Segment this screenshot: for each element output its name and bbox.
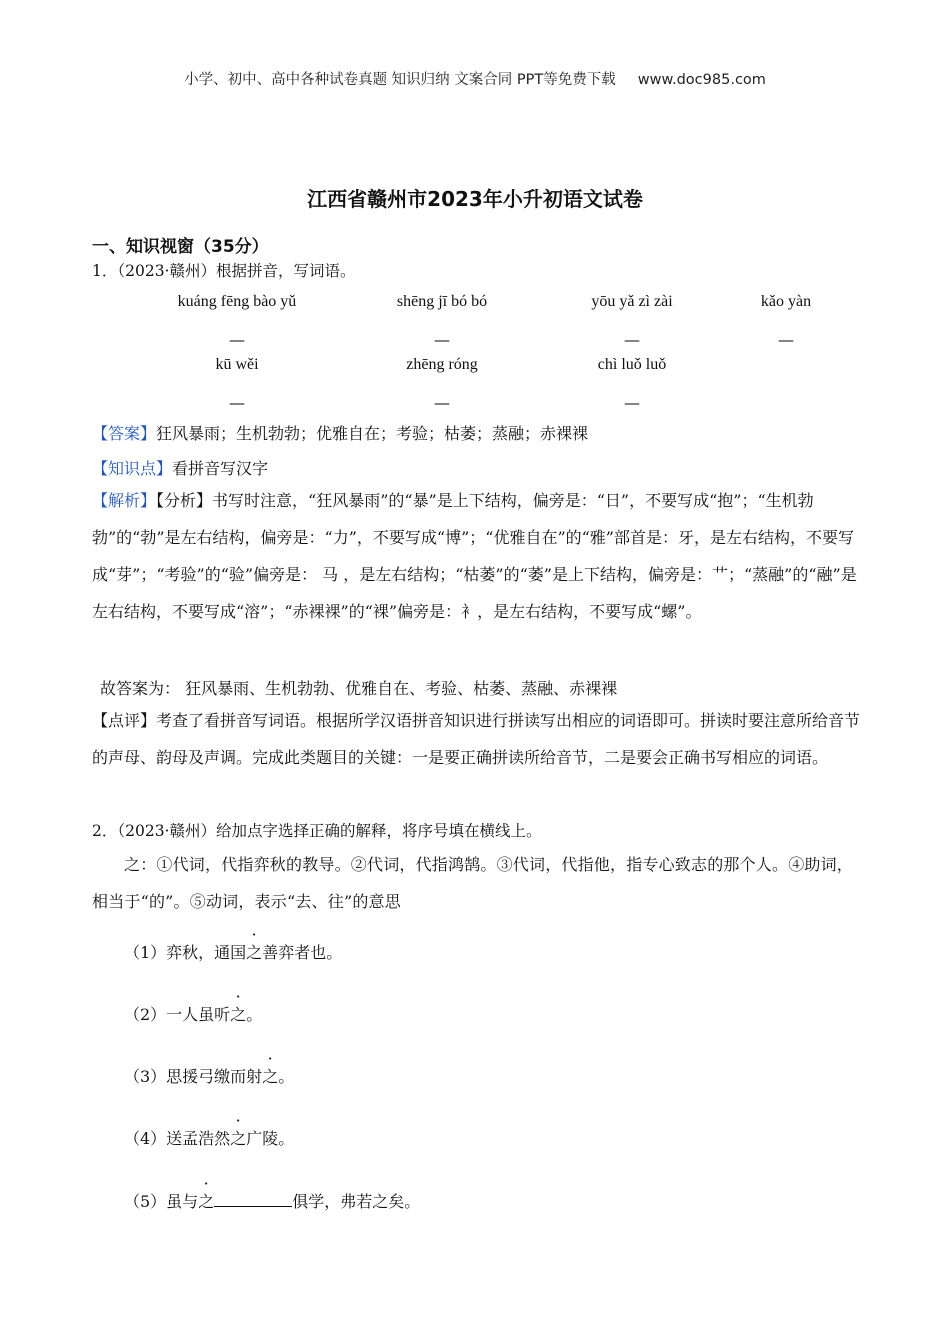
analysis-tag: 【解析】 <box>92 491 157 510</box>
dotted-char: 之 <box>262 1067 279 1086</box>
sub-question-2-after: 。 <box>246 1005 263 1024</box>
answer-blank-3[interactable]: — <box>624 330 640 349</box>
page-title: 江西省赣州市2023年小升初语文试卷 <box>307 187 643 211</box>
section-heading: 一、知识视窗（35分） <box>92 237 269 257</box>
answer-blank-1[interactable]: — <box>229 330 245 349</box>
knowledge-point-text: 看拼音写汉字 <box>172 459 269 478</box>
header-text: 小学、初中、高中各种试卷真题 知识归纳 文案合同 PPT等免费下载 <box>184 72 616 88</box>
sub-question-3-before: （3）思援弓缴而射 <box>124 1067 263 1086</box>
knowledge-point-line <box>92 456 268 479</box>
answer-blank-4[interactable]: — <box>778 330 794 349</box>
sub-question-5-after: 俱学，弗若之矣。 <box>292 1192 421 1211</box>
answer-blank-6[interactable]: — <box>434 393 450 412</box>
sub-question-5 <box>124 1189 420 1212</box>
answer-blank-2[interactable]: — <box>434 330 450 349</box>
pinyin-2: shēng jī bó bó <box>396 293 488 310</box>
pinyin-3: yōu yǎ zì zài <box>591 293 673 310</box>
question-2-stem: 2．（2023·赣州）给加点字选择正确的解释，将序号填在横线上。 <box>92 822 542 840</box>
pinyin-7: chì luǒ luǒ <box>597 356 667 373</box>
fill-in-blank[interactable] <box>214 1192 292 1207</box>
answer-tag: 【答案】 <box>92 424 157 443</box>
sub-question-4 <box>124 1126 294 1149</box>
sub-question-1-before: （1）弈秋，通国 <box>124 943 247 962</box>
sub-question-2-before: （2）一人虽听 <box>124 1005 231 1024</box>
comment-paragraph: 【点评】考查了看拼音写词语。根据所学汉语拼音知识进行拼读写出相应的词语即可。拼读时要注意所给音节的声母、韵母及声调。完成此类题目的关键：一是要正确拼读所给音节，二是要会正确书写相应的词语。 <box>92 711 861 767</box>
pinyin-4: kǎo yàn <box>760 293 812 310</box>
pinyin-5: kū wěi <box>215 356 259 373</box>
dotted-char: 之 <box>246 943 263 962</box>
sub-question-1 <box>124 940 342 963</box>
answer-blank-5[interactable]: — <box>229 393 245 412</box>
sub-question-2 <box>124 1002 262 1025</box>
analysis-paragraph <box>92 482 862 630</box>
answer-blank-7[interactable]: — <box>624 393 640 412</box>
answer-text: 狂风暴雨；生机勃勃；优雅自在；考验；枯萎；蒸融；赤裸裸 <box>156 424 589 443</box>
dotted-char: 之 <box>230 1129 247 1148</box>
dotted-char: 之 <box>230 1005 247 1024</box>
dotted-char: 之 <box>198 1192 215 1211</box>
pinyin-6: zhēng róng <box>406 356 478 373</box>
sub-question-5-before: （5）虽与 <box>124 1192 199 1211</box>
analysis-text: 【分析】书写时注意，“狂风暴雨”的“暴”是上下结构，偏旁是：“日”，不要写成“抱”；“生机勃勃”的“勃”是左右结构，偏旁是：“力”，不要写成“博”；“优雅自在”的“雅”部首是：牙，是左右结构，不要写成“芽”；“考验”的“验”偏旁是： 马 ，是左右结构；“枯萎”的“萎”是上下结构，偏旁是：艹；“蒸融”的“融”是左右结构，不要写成“溶”；“赤裸裸”的“裸”偏旁是：衤，是左右结构，不要写成“螺”。 <box>92 491 857 621</box>
header-site-link[interactable]: www.doc985.com <box>637 72 766 88</box>
question-1-stem: 1．（2023·赣州）根据拼音，写词语。 <box>92 262 356 280</box>
page-header <box>0 68 950 89</box>
answer-line <box>92 421 588 444</box>
definition-paragraph: 之：①代词，代指弈秋的教导。②代词，代指鸿鹄。③代词，代指他，指专心致志的那个人。④助词，相当于“的”。⑤动词，表示“去、往”的意思 <box>92 855 854 911</box>
knowledge-point-tag: 【知识点】 <box>92 459 173 478</box>
sub-question-3 <box>124 1064 294 1087</box>
sub-question-4-after: 广陵。 <box>246 1129 295 1148</box>
sub-question-3-after: 。 <box>278 1067 295 1086</box>
final-answer: 故答案为： 狂风暴雨、生机勃勃、优雅自在、考验、枯萎、蒸融、赤裸裸 <box>100 679 618 698</box>
pinyin-1: kuáng fēng bào yǔ <box>177 293 297 310</box>
sub-question-4-before: （4）送孟浩然 <box>124 1129 231 1148</box>
sub-question-1-after: 善弈者也。 <box>262 943 343 962</box>
